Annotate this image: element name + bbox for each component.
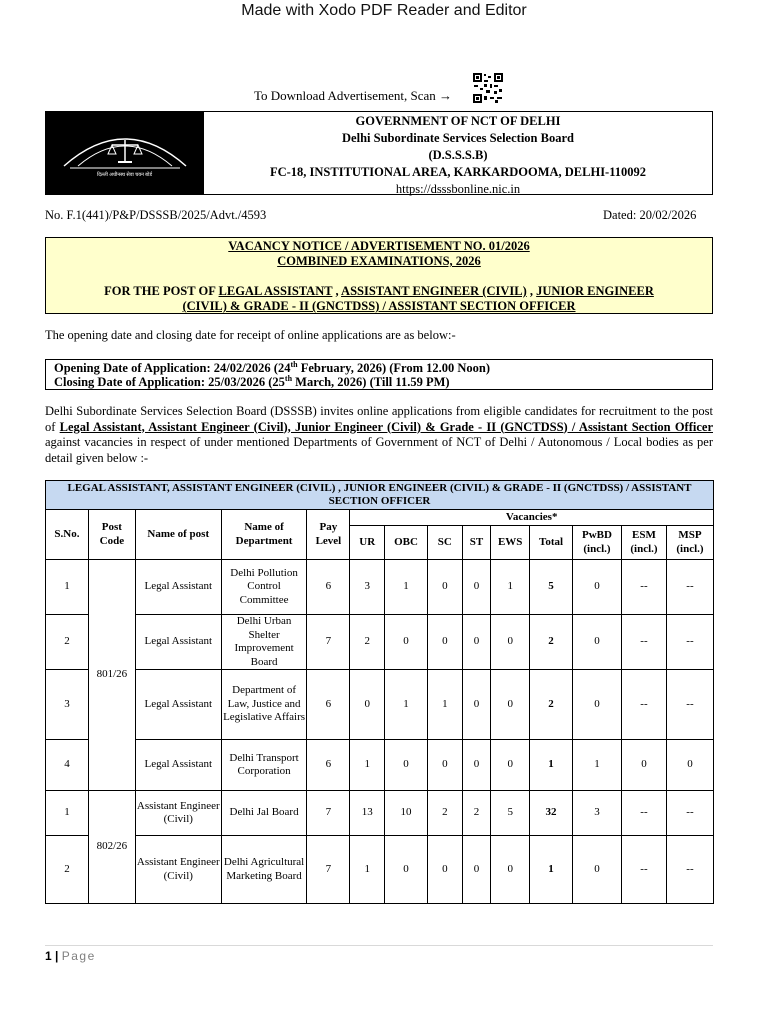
table-cell: 6 [307, 670, 350, 740]
table-cell: 32 [530, 791, 573, 836]
col-ur: UR [350, 526, 385, 560]
table-cell: Legal Assistant [135, 615, 221, 670]
board-abbrev: (D.S.S.S.B) [428, 148, 488, 162]
logo-motto: दिल्ली अधीनस्थ सेवा चयन बोर्ड [96, 173, 153, 178]
table-cell: 1 [530, 836, 573, 904]
table-cell: 7 [307, 836, 350, 904]
table-cell: Assistant Engineer (Civil) [135, 791, 221, 836]
table-cell: Delhi Pollution Control Committee [221, 560, 307, 615]
table-cell: -- [622, 560, 667, 615]
post-code-cell: 801/26 [88, 560, 135, 791]
col-pwbd: PwBD (incl.) [572, 526, 621, 560]
application-dates [45, 359, 713, 390]
page-footer: 1 | Page [45, 949, 96, 963]
table-cell: Assistant Engineer (Civil) [135, 836, 221, 904]
table-cell: 1 [46, 791, 89, 836]
table-cell: 1 [491, 560, 530, 615]
table-cell: 1 [427, 670, 462, 740]
table-cell: 3 [350, 560, 385, 615]
col-post-name: Name of post [135, 510, 221, 560]
table-cell: 0 [572, 836, 621, 904]
table-cell: 0 [427, 615, 462, 670]
col-sno: S.No. [46, 510, 89, 560]
govt-name: GOVERNMENT OF NCT OF DELHI [355, 114, 561, 128]
table-cell: 0 [385, 615, 428, 670]
table-cell: 0 [462, 740, 491, 791]
table-cell: Delhi Transport Corporation [221, 740, 307, 791]
table-cell: Delhi Agricultural Marketing Board [221, 836, 307, 904]
exam-name: COMBINED EXAMINATIONS, 2026 [277, 254, 481, 268]
table-cell: -- [622, 836, 667, 904]
table-cell: 0 [491, 836, 530, 904]
notice-title-box [45, 237, 713, 314]
table-cell: 13 [350, 791, 385, 836]
col-total: Total [530, 526, 573, 560]
table-cell: 0 [427, 560, 462, 615]
table-cell: 2 [462, 791, 491, 836]
table-cell: 0 [491, 740, 530, 791]
col-post-code: Post Code [88, 510, 135, 560]
qr-code-icon[interactable] [472, 72, 504, 104]
table-cell: 2 [530, 615, 573, 670]
table-title: LEGAL ASSISTANT, ASSISTANT ENGINEER (CIVIL) , JUNIOR ENGINEER (CIVIL) & GRADE - II (GNCTDSS) / ASSISTANT SECTION OFFICER [46, 481, 714, 510]
table-cell: Legal Assistant [135, 670, 221, 740]
post-code-cell: 802/26 [88, 791, 135, 904]
table-cell: -- [666, 791, 713, 836]
table-cell: -- [622, 615, 667, 670]
board-name: Delhi Subordinate Services Selection Board [342, 131, 574, 145]
page-label: Page [61, 949, 96, 963]
page-number: 1 [45, 949, 52, 963]
table-cell: Department of Law, Justice and Legislative Affairs [221, 670, 307, 740]
col-msp: MSP (incl.) [666, 526, 713, 560]
table-cell: -- [666, 615, 713, 670]
table-cell: 7 [307, 615, 350, 670]
opening-date: Opening Date of Application: 24/02/2026 (24th February, 2026) (From 12.00 Noon) [54, 359, 491, 375]
table-cell: 2 [530, 670, 573, 740]
table-cell: 6 [307, 560, 350, 615]
table-cell: 1 [46, 560, 89, 615]
table-cell: 5 [530, 560, 573, 615]
table-cell: 0 [572, 560, 621, 615]
board-address: FC-18, INSTITUTIONAL AREA, KARKARDOOMA, DELHI-110092 [269, 165, 647, 179]
table-cell: -- [622, 791, 667, 836]
scales-emblem-icon [54, 118, 196, 174]
table-cell: 1 [350, 740, 385, 791]
table-cell: 6 [307, 740, 350, 791]
footer-divider [45, 945, 713, 946]
table-cell: 1 [350, 836, 385, 904]
table-cell: 7 [307, 791, 350, 836]
table-cell: 2 [46, 836, 89, 904]
table-cell: 0 [462, 836, 491, 904]
col-st: ST [462, 526, 491, 560]
table-cell: 0 [572, 670, 621, 740]
table-cell: 0 [462, 615, 491, 670]
col-ews: EWS [491, 526, 530, 560]
org-header [45, 111, 713, 195]
website-link[interactable]: https://dsssbonline.nic.in [395, 182, 521, 196]
org-details [204, 112, 712, 194]
table-cell: 2 [46, 615, 89, 670]
table-cell: -- [666, 836, 713, 904]
table-cell: 0 [427, 836, 462, 904]
table-cell: -- [622, 670, 667, 740]
table-cell: 5 [491, 791, 530, 836]
invitation-paragraph: Delhi Subordinate Services Selection Board (DSSSB) invites online applications from eligible candidates for recruitment to the post of Legal Assistant, Assistant Engineer (Civil), Junior Engineer (Civil) & Grade - II (GNCTDSS) / Assistant Section Officer against vacancies in respect of under mentioned Departments of Government of NCT of Delhi / Autonomous / Local bodies as per detail given below :- [45, 404, 713, 465]
posts-line: FOR THE POST OF LEGAL ASSISTANT , ASSISTANT ENGINEER (CIVIL) , JUNIOR ENGINEER [104, 284, 654, 298]
table-cell: Delhi Urban Shelter Improvement Board [221, 615, 307, 670]
table-cell: 0 [462, 670, 491, 740]
table-cell: -- [666, 670, 713, 740]
table-row [46, 560, 714, 615]
closing-date: Closing Date of Application: 25/03/2026 (25th March, 2026) (Till 11.59 PM) [54, 373, 450, 389]
table-cell: 0 [350, 670, 385, 740]
vacancy-table [45, 480, 714, 904]
col-vacancies: Vacancies* [350, 510, 714, 526]
table-cell: 1 [530, 740, 573, 791]
table-cell: Legal Assistant [135, 740, 221, 791]
table-cell: 0 [666, 740, 713, 791]
dsssb-logo [46, 112, 204, 194]
table-cell: 1 [385, 670, 428, 740]
table-row [46, 615, 714, 670]
table-cell: 3 [46, 670, 89, 740]
table-cell: -- [666, 560, 713, 615]
table-cell: 0 [491, 670, 530, 740]
table-cell: 0 [462, 560, 491, 615]
col-esm: ESM (incl.) [622, 526, 667, 560]
table-cell: Legal Assistant [135, 560, 221, 615]
table-cell: 1 [385, 560, 428, 615]
table-cell: 0 [427, 740, 462, 791]
posts-line-2: (CIVIL) & GRADE - II (GNCTDSS) / ASSISTANT SECTION OFFICER [182, 299, 576, 313]
col-pay-level: Pay Level [307, 510, 350, 560]
advertisement-number: VACANCY NOTICE / ADVERTISEMENT NO. 01/2026 [228, 239, 530, 253]
table-cell: 0 [572, 615, 621, 670]
table-cell: 1 [572, 740, 621, 791]
file-number: No. F.1(441)/P&P/DSSSB/2025/Advt./4593 [45, 208, 267, 222]
table-row [46, 836, 714, 904]
table-cell: 4 [46, 740, 89, 791]
table-cell: 0 [385, 740, 428, 791]
intro-text: The opening date and closing date for receipt of online applications are as below:- [45, 328, 456, 342]
table-row [46, 791, 714, 836]
table-row [46, 740, 714, 791]
watermark-text: Made with Xodo PDF Reader and Editor [241, 2, 527, 19]
col-sc: SC [427, 526, 462, 560]
col-department: Name of Department [221, 510, 307, 560]
table-cell: 0 [491, 615, 530, 670]
table-row [46, 670, 714, 740]
table-cell: 2 [427, 791, 462, 836]
table-cell: Delhi Jal Board [221, 791, 307, 836]
scan-instruction: To Download Advertisement, Scan → [254, 88, 453, 103]
col-obc: OBC [385, 526, 428, 560]
table-cell: 0 [622, 740, 667, 791]
table-cell: 10 [385, 791, 428, 836]
table-cell: 0 [385, 836, 428, 904]
notice-date: Dated: 20/02/2026 [603, 208, 697, 222]
table-cell: 3 [572, 791, 621, 836]
table-cell: 2 [350, 615, 385, 670]
